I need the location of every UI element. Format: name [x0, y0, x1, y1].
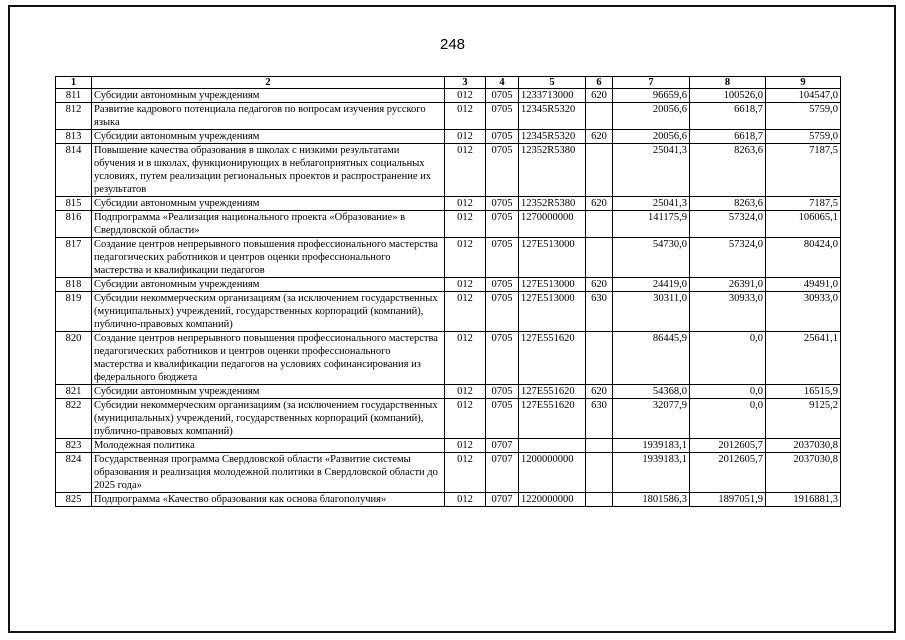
- row-admin-code: 012: [445, 144, 486, 197]
- budget-table: [55, 76, 841, 507]
- column-header-3: 3: [445, 77, 486, 89]
- row-target-code: 1220000000: [519, 493, 586, 507]
- row-amount-1: 86445,9: [613, 332, 690, 385]
- row-amount-2: 0,0: [690, 332, 766, 385]
- row-amount-2: 6618,7: [690, 130, 766, 144]
- row-amount-3: 80424,0: [766, 238, 841, 278]
- row-amount-1: 141175,9: [613, 211, 690, 238]
- row-amount-2: 8263,6: [690, 197, 766, 211]
- row-number: 824: [56, 453, 92, 493]
- row-target-code: 127E513000: [519, 278, 586, 292]
- row-amount-2: 100526,0: [690, 89, 766, 103]
- row-name: Государственная программа Свердловской области «Развитие системы образования и реализация молодежной политики в Свердловской области до 2025 года»: [92, 453, 445, 493]
- row-target-code: 127E551620: [519, 399, 586, 439]
- table-row: [56, 130, 841, 144]
- row-amount-3: 5759,0: [766, 103, 841, 130]
- column-header-1: 1: [56, 77, 92, 89]
- row-amount-3: 16515,9: [766, 385, 841, 399]
- row-section-code: 0705: [486, 278, 519, 292]
- row-target-code: 127E551620: [519, 332, 586, 385]
- row-name: Создание центров непрерывного повышения профессионального мастерства педагогических работников и центров оценки профессионального мастерства и квалификации педагогов: [92, 238, 445, 278]
- row-number: 820: [56, 332, 92, 385]
- row-amount-3: 2037030,8: [766, 439, 841, 453]
- row-amount-1: 30311,0: [613, 292, 690, 332]
- row-amount-2: 57324,0: [690, 238, 766, 278]
- row-target-code: [519, 439, 586, 453]
- row-number: 816: [56, 211, 92, 238]
- row-expense-type: 620: [586, 197, 613, 211]
- row-admin-code: 012: [445, 292, 486, 332]
- row-number: 813: [56, 130, 92, 144]
- row-number: 823: [56, 439, 92, 453]
- row-name: Повышение качества образования в школах с низкими результатами обучения и в школах, функционирующих в неблагоприятных социальных условиях, путем реализации региональных проектов и распространение их результатов: [92, 144, 445, 197]
- row-target-code: 12352R5380: [519, 197, 586, 211]
- row-name: Субсидии автономным учреждениям: [92, 385, 445, 399]
- row-amount-3: 30933,0: [766, 292, 841, 332]
- column-header-6: 6: [586, 77, 613, 89]
- row-expense-type: 630: [586, 399, 613, 439]
- row-admin-code: 012: [445, 385, 486, 399]
- row-expense-type: [586, 144, 613, 197]
- row-admin-code: 012: [445, 211, 486, 238]
- page-number: 248: [439, 36, 466, 53]
- row-amount-3: 104547,0: [766, 89, 841, 103]
- row-admin-code: 012: [445, 278, 486, 292]
- row-expense-type: 620: [586, 385, 613, 399]
- row-expense-type: 620: [586, 89, 613, 103]
- row-amount-2: 2012605,7: [690, 453, 766, 493]
- row-admin-code: 012: [445, 453, 486, 493]
- row-target-code: 127E551620: [519, 385, 586, 399]
- table-row: [56, 103, 841, 130]
- table-row: [56, 385, 841, 399]
- row-expense-type: 620: [586, 130, 613, 144]
- row-admin-code: 012: [445, 89, 486, 103]
- row-amount-1: 54730,0: [613, 238, 690, 278]
- row-target-code: 12345R5320: [519, 103, 586, 130]
- row-number: 815: [56, 197, 92, 211]
- row-amount-3: 5759,0: [766, 130, 841, 144]
- row-expense-type: [586, 453, 613, 493]
- table-header-row: [56, 77, 841, 89]
- row-name: Субсидии автономным учреждениям: [92, 89, 445, 103]
- table-row: [56, 238, 841, 278]
- row-expense-type: [586, 238, 613, 278]
- row-admin-code: 012: [445, 130, 486, 144]
- row-section-code: 0707: [486, 493, 519, 507]
- row-name: Субсидии автономным учреждениям: [92, 197, 445, 211]
- row-name: Развитие кадрового потенциала педагогов по вопросам изучения русского языка: [92, 103, 445, 130]
- row-amount-2: 8263,6: [690, 144, 766, 197]
- row-number: 814: [56, 144, 92, 197]
- row-expense-type: [586, 211, 613, 238]
- row-number: 822: [56, 399, 92, 439]
- row-name: Молодежная политика: [92, 439, 445, 453]
- row-amount-3: 7187,5: [766, 197, 841, 211]
- row-amount-3: 9125,2: [766, 399, 841, 439]
- row-amount-2: 1897051,9: [690, 493, 766, 507]
- table-row: [56, 332, 841, 385]
- table-row: [56, 292, 841, 332]
- row-name: Субсидии некоммерческим организациям (за исключением государственных (муниципальных) учреждений, государственных корпораций (компаний), публично-правовых компаний): [92, 399, 445, 439]
- row-amount-2: 26391,0: [690, 278, 766, 292]
- row-number: 818: [56, 278, 92, 292]
- row-amount-2: 0,0: [690, 399, 766, 439]
- table-row: [56, 144, 841, 197]
- row-name: Субсидии некоммерческим организациям (за исключением государственных (муниципальных) учреждений, государственных корпораций (компаний), публично-правовых компаний): [92, 292, 445, 332]
- column-header-2: 2: [92, 77, 445, 89]
- row-section-code: 0705: [486, 144, 519, 197]
- column-header-4: 4: [486, 77, 519, 89]
- table-row: [56, 493, 841, 507]
- row-target-code: 1270000000: [519, 211, 586, 238]
- row-admin-code: 012: [445, 197, 486, 211]
- table-row: [56, 453, 841, 493]
- row-admin-code: 012: [445, 399, 486, 439]
- row-name: Подпрограмма «Качество образования как основа благополучия»: [92, 493, 445, 507]
- row-number: 817: [56, 238, 92, 278]
- column-header-9: 9: [766, 77, 841, 89]
- row-amount-1: 1801586,3: [613, 493, 690, 507]
- row-amount-1: 1939183,1: [613, 453, 690, 493]
- table-row: [56, 89, 841, 103]
- row-amount-3: 2037030,8: [766, 453, 841, 493]
- row-number: 811: [56, 89, 92, 103]
- row-amount-1: 96659,6: [613, 89, 690, 103]
- column-header-5: 5: [519, 77, 586, 89]
- row-target-code: 12345R5320: [519, 130, 586, 144]
- row-name: Создание центров непрерывного повышения профессионального мастерства педагогических работников и центров оценки профессионального мастерства и квалификации педагогов на условиях софинансирования из федерального бюджета: [92, 332, 445, 385]
- row-admin-code: 012: [445, 439, 486, 453]
- table-row: [56, 197, 841, 211]
- row-amount-1: 24419,0: [613, 278, 690, 292]
- row-amount-2: 0,0: [690, 385, 766, 399]
- row-number: 825: [56, 493, 92, 507]
- row-amount-1: 25041,3: [613, 144, 690, 197]
- row-section-code: 0705: [486, 399, 519, 439]
- row-section-code: 0705: [486, 385, 519, 399]
- column-header-8: 8: [690, 77, 766, 89]
- row-name: Субсидии автономным учреждениям: [92, 130, 445, 144]
- table-body: [56, 89, 841, 507]
- row-amount-3: 25641,1: [766, 332, 841, 385]
- row-section-code: 0705: [486, 197, 519, 211]
- row-amount-3: 7187,5: [766, 144, 841, 197]
- row-section-code: 0705: [486, 103, 519, 130]
- row-expense-type: [586, 493, 613, 507]
- table-row: [56, 439, 841, 453]
- row-name: Субсидии автономным учреждениям: [92, 278, 445, 292]
- row-target-code: 1233713000: [519, 89, 586, 103]
- row-expense-type: 630: [586, 292, 613, 332]
- column-header-7: 7: [613, 77, 690, 89]
- table-row: [56, 211, 841, 238]
- row-section-code: 0705: [486, 211, 519, 238]
- row-amount-1: 54368,0: [613, 385, 690, 399]
- table-row: [56, 278, 841, 292]
- row-number: 812: [56, 103, 92, 130]
- row-target-code: 12352R5380: [519, 144, 586, 197]
- row-amount-1: 32077,9: [613, 399, 690, 439]
- row-amount-2: 30933,0: [690, 292, 766, 332]
- row-section-code: 0705: [486, 332, 519, 385]
- row-section-code: 0705: [486, 238, 519, 278]
- row-section-code: 0705: [486, 292, 519, 332]
- row-amount-1: 25041,3: [613, 197, 690, 211]
- row-target-code: 127E513000: [519, 238, 586, 278]
- row-expense-type: [586, 332, 613, 385]
- row-number: 819: [56, 292, 92, 332]
- row-amount-1: 20056,6: [613, 130, 690, 144]
- row-expense-type: [586, 439, 613, 453]
- row-section-code: 0705: [486, 89, 519, 103]
- row-target-code: 1200000000: [519, 453, 586, 493]
- row-section-code: 0705: [486, 130, 519, 144]
- row-amount-1: 1939183,1: [613, 439, 690, 453]
- row-amount-3: 1916881,3: [766, 493, 841, 507]
- table-row: [56, 399, 841, 439]
- row-section-code: 0707: [486, 439, 519, 453]
- row-admin-code: 012: [445, 103, 486, 130]
- row-admin-code: 012: [445, 238, 486, 278]
- row-expense-type: [586, 103, 613, 130]
- row-expense-type: 620: [586, 278, 613, 292]
- row-amount-2: 2012605,7: [690, 439, 766, 453]
- row-amount-2: 57324,0: [690, 211, 766, 238]
- row-amount-1: 20056,6: [613, 103, 690, 130]
- row-name: Подпрограмма «Реализация национального проекта «Образование» в Свердловской области»: [92, 211, 445, 238]
- row-target-code: 127E513000: [519, 292, 586, 332]
- row-amount-2: 6618,7: [690, 103, 766, 130]
- row-admin-code: 012: [445, 332, 486, 385]
- row-section-code: 0707: [486, 453, 519, 493]
- row-amount-3: 106065,1: [766, 211, 841, 238]
- row-amount-3: 49491,0: [766, 278, 841, 292]
- row-number: 821: [56, 385, 92, 399]
- row-admin-code: 012: [445, 493, 486, 507]
